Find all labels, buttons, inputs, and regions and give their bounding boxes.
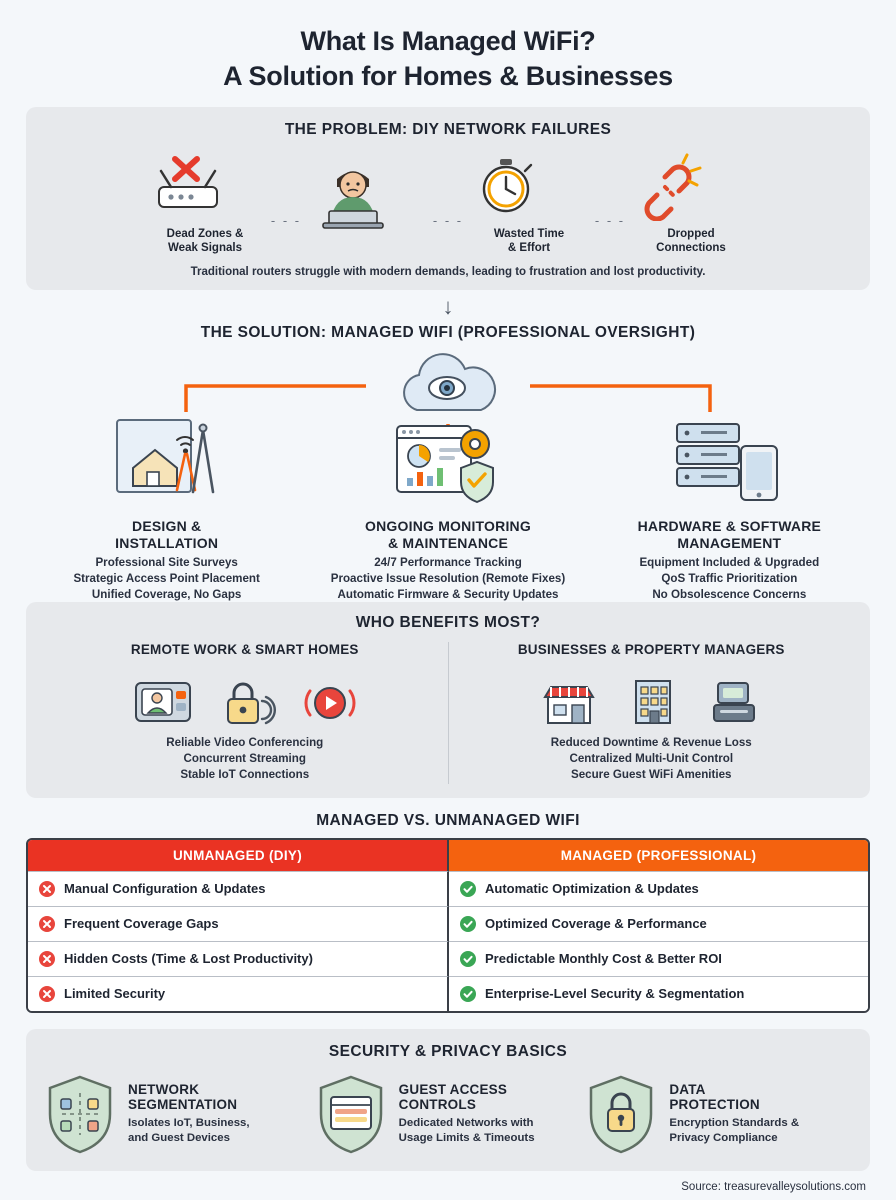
table-row	[28, 906, 868, 941]
benefits-heading: WHO BENEFITS MOST?	[355, 613, 541, 631]
shield-network-segmentation-icon	[42, 1073, 118, 1155]
solution-section	[26, 346, 870, 602]
comparison-header-unmanaged: UNMANAGED (DIY)	[28, 840, 449, 871]
benefits-business-title: BUSINESSES & PROPERTY MANAGERS	[517, 641, 785, 657]
comparison-cell-unmanaged	[28, 906, 449, 941]
solution-columns	[26, 412, 870, 604]
benefits-business-bullets: Reduced Downtime & Revenue Loss Centralized Multi-Unit Control Secure Guest WiFi Amenities	[550, 735, 752, 782]
comparison-cell-text: Manual Configuration & Updates	[64, 881, 266, 896]
page-title-line2: A Solution for Homes & Businesses	[223, 60, 673, 91]
problem-item-wasted-time	[469, 151, 589, 256]
storefront-icon	[540, 677, 598, 727]
broken-router-icon	[145, 151, 231, 221]
problem-item-dropped-connections	[631, 151, 751, 256]
x-circle-icon	[38, 915, 56, 933]
hardware-software-bullets: Equipment Included & Upgraded QoS Traffic Prioritization No Obsolescence Concerns	[639, 556, 820, 602]
comparison-cell-managed	[449, 976, 868, 1011]
benefits-panel	[26, 602, 870, 798]
problem-heading: THE PROBLEM: DIY NETWORK FAILURES	[284, 121, 612, 139]
blueprint-house-antenna-icon	[107, 412, 227, 508]
check-circle-icon	[459, 950, 477, 968]
solution-heading: THE SOLUTION: MANAGED WIFI (PROFESSIONAL OVERSIGHT)	[200, 323, 696, 341]
problem-note: Traditional routers struggle with modern demands, leading to frustration and lost productivity.	[190, 265, 706, 278]
problem-item-dead-zones	[145, 151, 265, 256]
comparison-cell-unmanaged	[28, 941, 449, 976]
benefits-column-remote-work	[42, 642, 449, 784]
comparison-cell-text: Limited Security	[64, 986, 166, 1001]
security-guest-desc: Dedicated Networks with Usage Limits & Timeouts	[398, 1116, 535, 1144]
comparison-cell-managed	[449, 906, 868, 941]
check-circle-icon	[459, 880, 477, 898]
page-title-line1: What Is Managed WiFi?	[300, 26, 596, 56]
check-circle-icon	[459, 915, 477, 933]
comparison-cell-text: Frequent Coverage Gaps	[64, 916, 219, 931]
shield-lock-data-protection-icon	[583, 1073, 659, 1155]
comparison-header-managed: MANAGED (PROFESSIONAL)	[449, 840, 868, 871]
x-circle-icon	[38, 985, 56, 1003]
benefits-remote-bullets: Reliable Video Conferencing Concurrent Streaming Stable IoT Connections	[166, 735, 324, 782]
security-item-data-protection	[583, 1073, 854, 1155]
x-circle-icon	[38, 950, 56, 968]
shield-guest-access-icon	[313, 1073, 389, 1155]
benefits-column-businesses	[449, 642, 855, 784]
page-title	[26, 24, 870, 93]
comparison-cell-text: Predictable Monthly Cost & Better ROI	[485, 951, 722, 966]
problem-item-dead-zones-label: Dead Zones & Weak Signals	[166, 228, 244, 255]
hardware-software-title: HARDWARE & SOFTWARE MANAGEMENT	[637, 517, 822, 551]
comparison-cell-unmanaged	[28, 871, 449, 906]
comparison-cell-text: Hidden Costs (Time & Lost Productivity)	[64, 951, 313, 966]
security-item-guest-access	[313, 1073, 584, 1155]
table-row	[28, 871, 868, 906]
broken-chain-link-icon	[631, 151, 705, 221]
security-network-desc: Isolates IoT, Business, and Guest Devices	[128, 1116, 250, 1144]
office-building-icon	[624, 675, 680, 727]
check-circle-icon	[459, 985, 477, 1003]
security-data-title: DATA PROTECTION	[669, 1081, 760, 1113]
security-panel	[26, 1029, 870, 1171]
flow-arrow-down-icon: ↓	[442, 293, 454, 319]
table-row	[28, 941, 868, 976]
stopwatch-icon	[469, 151, 543, 221]
point-of-sale-icon	[706, 675, 762, 727]
table-row	[28, 976, 868, 1011]
dashed-connector-1: - - -	[270, 213, 302, 229]
security-heading: SECURITY & PRIVACY BASICS	[328, 1042, 568, 1060]
monitoring-maintenance-title: ONGOING MONITORING & MAINTENANCE	[365, 517, 531, 551]
comparison-table	[26, 838, 870, 1013]
comparison-cell-text: Automatic Optimization & Updates	[485, 881, 699, 896]
problem-panel	[26, 107, 870, 290]
comparison-cell-managed	[449, 941, 868, 976]
comparison-header-row	[28, 840, 868, 871]
solution-column-hardware-software	[589, 412, 870, 604]
smart-lock-icon	[220, 677, 276, 727]
design-installation-bullets: Professional Site Surveys Strategic Access Point Placement Unified Coverage, No Gaps	[73, 556, 260, 602]
security-guest-title: GUEST ACCESS CONTROLS	[398, 1081, 508, 1113]
security-data-desc: Encryption Standards & Privacy Compliance	[669, 1116, 800, 1144]
comparison-cell-text: Enterprise-Level Security & Segmentation	[485, 986, 745, 1001]
problem-item-dropped-connections-label: Dropped Connections	[656, 228, 726, 255]
benefits-remote-title: REMOTE WORK & SMART HOMES	[130, 641, 359, 657]
problem-item-frustrated-user	[307, 157, 427, 255]
security-item-network-segmentation	[42, 1073, 313, 1155]
design-installation-title: DESIGN & INSTALLATION	[115, 517, 219, 551]
comparison-cell-managed	[449, 871, 868, 906]
problem-item-frustrated-user-label	[307, 241, 427, 255]
dashed-connector-3: - - -	[594, 213, 626, 229]
dashed-connector-2: - - -	[432, 213, 464, 229]
monitoring-maintenance-bullets: 24/7 Performance Tracking Proactive Issue Resolution (Remote Fixes) Automatic Firmware & Security Updates	[330, 556, 566, 602]
frustrated-person-laptop-icon	[307, 157, 399, 235]
source-credit: Source: treasurevalleysolutions.com	[681, 1180, 866, 1193]
video-conference-icon	[132, 677, 194, 727]
solution-column-monitoring-maintenance	[307, 412, 588, 604]
solution-column-design-installation	[26, 412, 307, 604]
problem-items	[42, 151, 854, 256]
comparison-cell-text: Optimized Coverage & Performance	[485, 916, 707, 931]
dashboard-gear-shield-icon	[383, 412, 513, 508]
streaming-signal-icon	[302, 677, 358, 727]
security-network-title: NETWORK SEGMENTATION	[128, 1081, 238, 1113]
comparison-cell-unmanaged	[28, 976, 449, 1011]
comparison-heading: MANAGED VS. UNMANAGED WIFI	[316, 811, 580, 829]
server-rack-tablet-icon	[667, 412, 791, 508]
problem-item-wasted-time-label: Wasted Time & Effort	[493, 228, 565, 255]
x-circle-icon	[38, 880, 56, 898]
